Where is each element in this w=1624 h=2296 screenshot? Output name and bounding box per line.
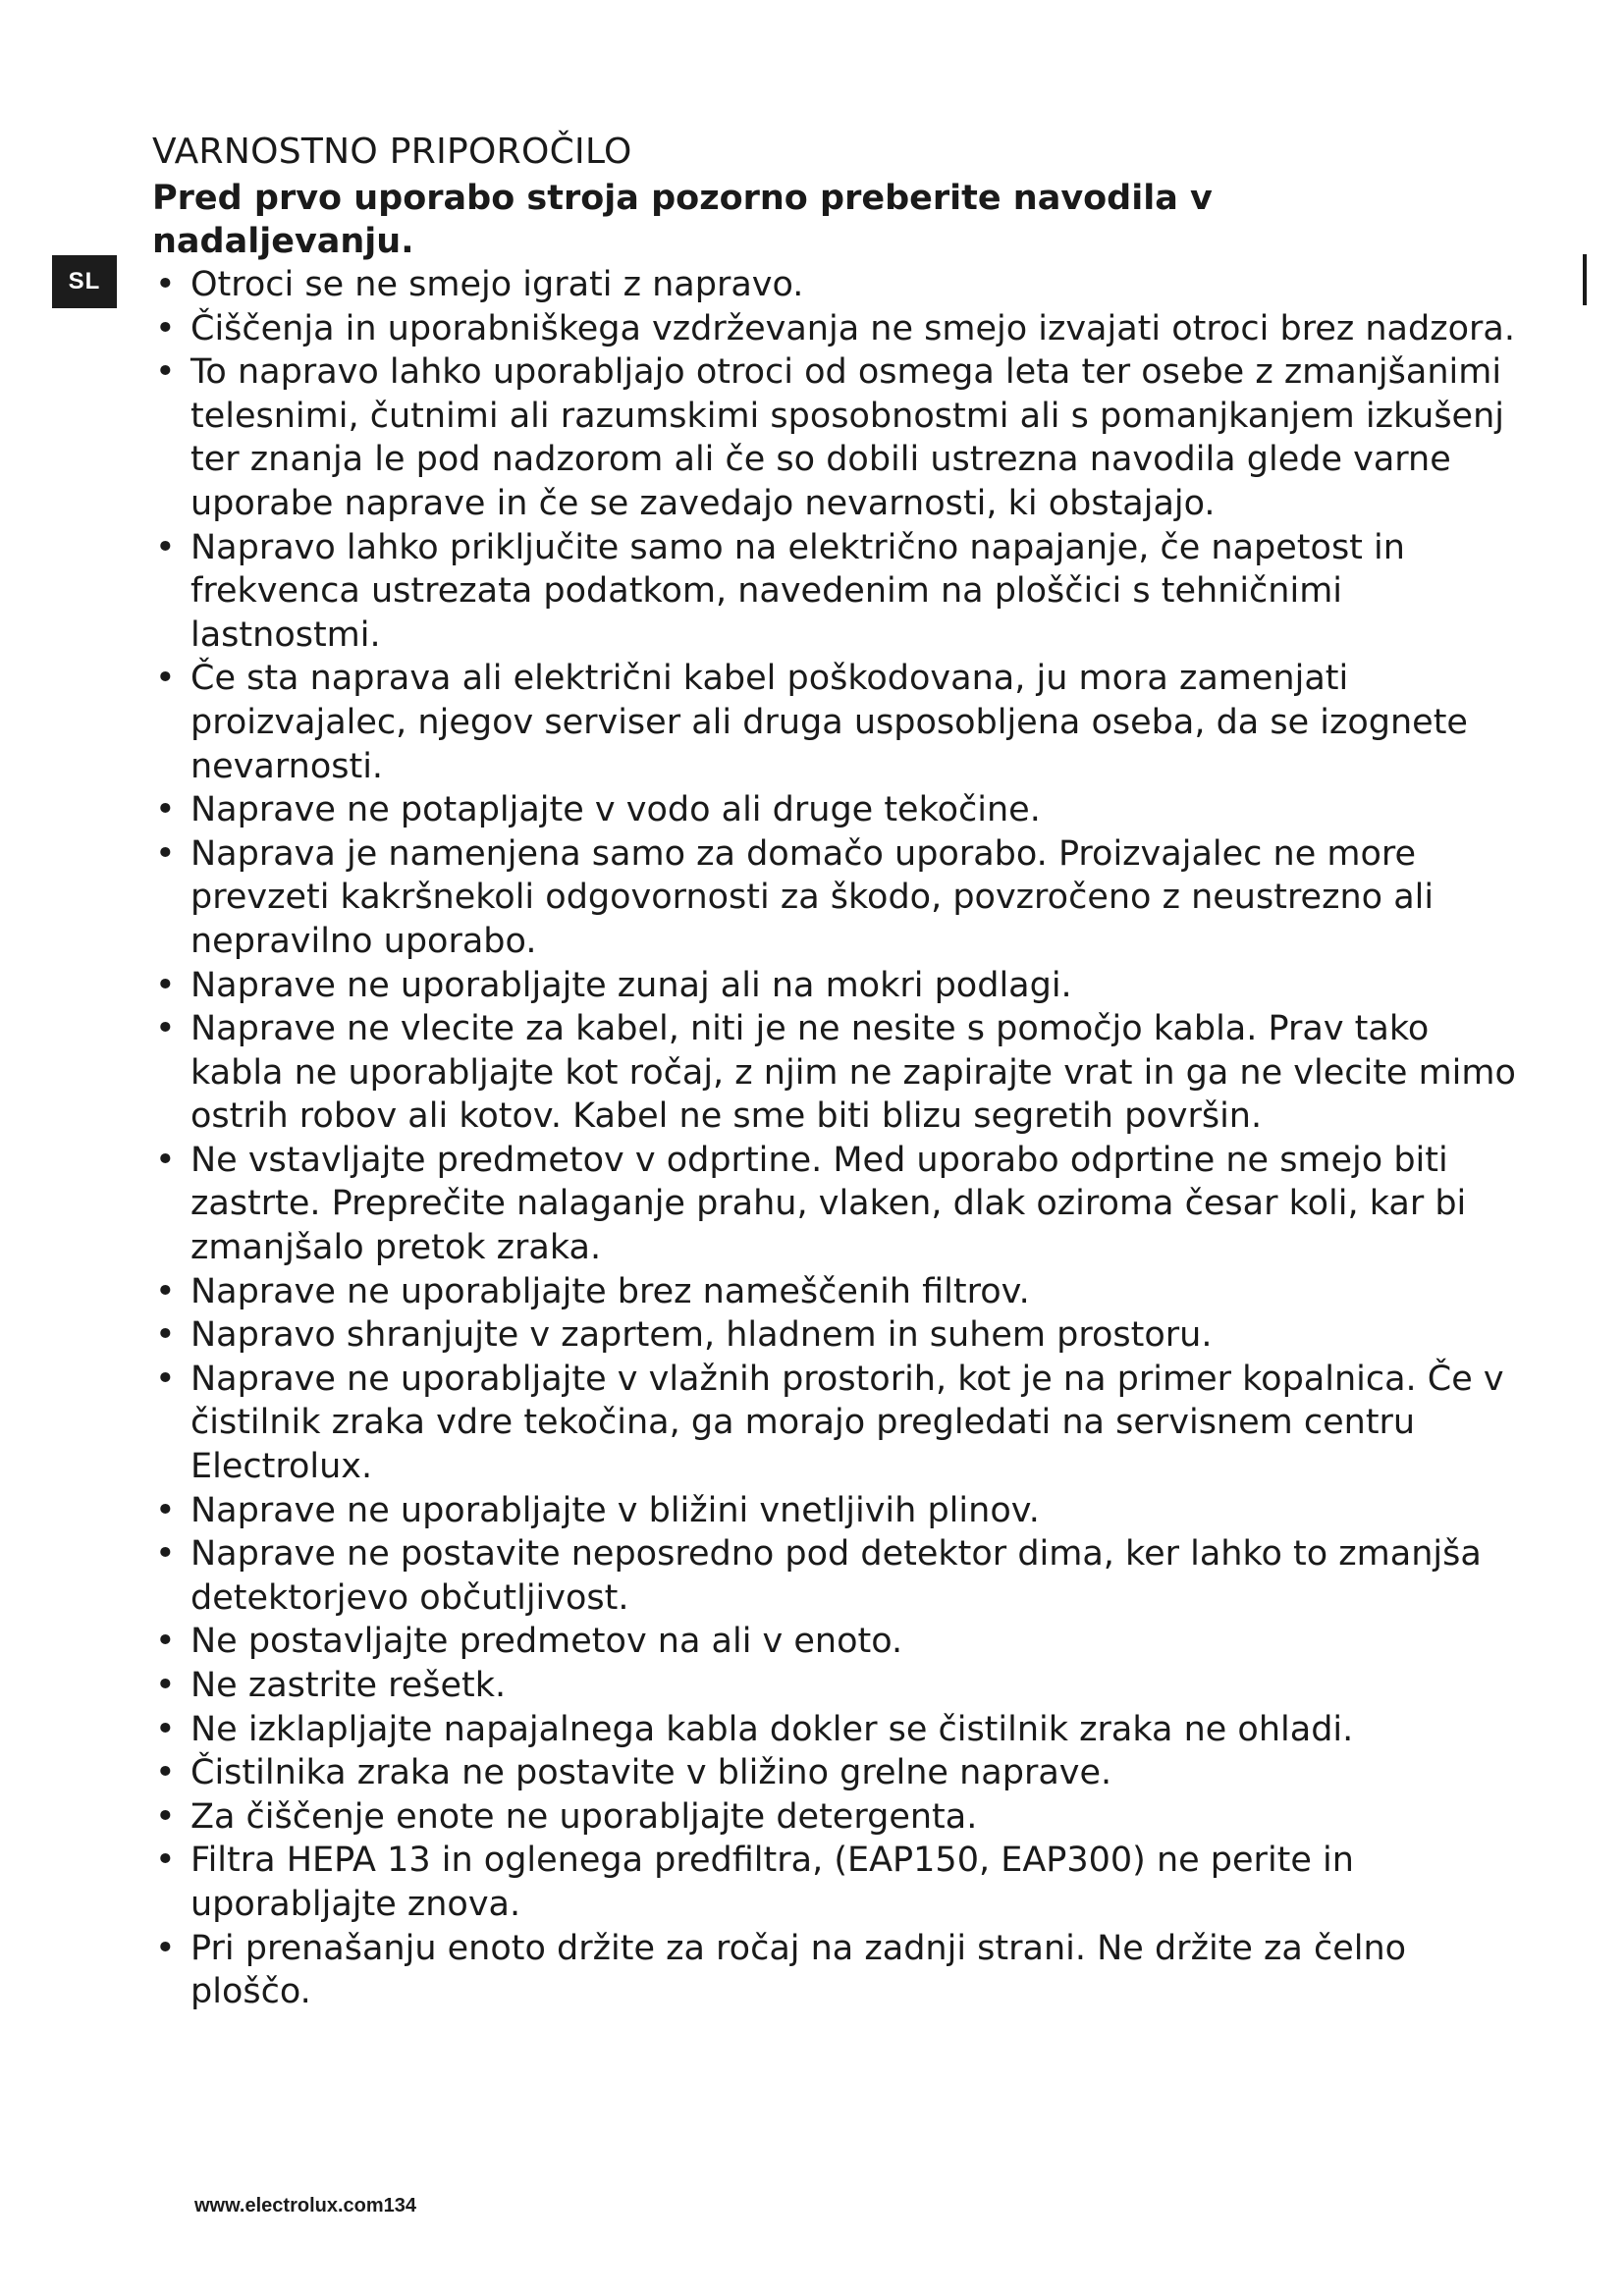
bullet-icon: • xyxy=(155,265,176,304)
bullet-icon: • xyxy=(155,308,176,348)
bullet-icon: • xyxy=(155,527,176,567)
list-item-text: Otroci se ne smejo igrati z napravo. xyxy=(190,265,804,304)
list-item xyxy=(152,1270,1517,1314)
list-item-text: Naprave ne uporabljajte v vlažnih prostorih, kot je na primer kopalnica. Če v čistilnik zraka vdre tekočina, ga morajo pregledati na servisnem centru Electrolux. xyxy=(190,1359,1504,1487)
list-item xyxy=(152,788,1517,832)
list-item-text: Če sta naprava ali električni kabel poškodovana, ju mora zamenjati proizvajalec, njegov serviser ali druga usposobljena oseba, da se izognete nevarnosti. xyxy=(190,659,1468,786)
list-item-text: Napravo lahko priključite samo na električno napajanje, če napetost in frekvenca ustrezata podatkom, navedenim na ploščici s tehničnimi lastnostmi. xyxy=(190,527,1405,655)
list-item xyxy=(152,263,1517,307)
list-item xyxy=(152,307,1517,351)
list-item xyxy=(152,1313,1517,1358)
margin-marker xyxy=(1583,254,1587,305)
list-item-text: Naprave ne potapljajte v vodo ali druge tekočine. xyxy=(190,790,1041,830)
list-item xyxy=(152,1007,1517,1139)
list-item xyxy=(152,1751,1517,1795)
list-item xyxy=(152,1795,1517,1840)
section-intro: Pred prvo uporabo stroja pozorno preberite navodila v nadaljevanju. xyxy=(152,179,1213,261)
section-heading: VARNOSTNO PRIPOROČILO xyxy=(152,132,632,172)
bullet-icon: • xyxy=(155,1315,176,1356)
bullet-icon: • xyxy=(155,659,176,699)
bullet-icon: • xyxy=(155,1622,176,1662)
bullet-icon: • xyxy=(155,1534,176,1575)
bullet-icon: • xyxy=(155,1928,176,1968)
bullet-icon: • xyxy=(155,1140,176,1180)
bullet-icon: • xyxy=(155,1753,176,1793)
list-item xyxy=(152,526,1517,658)
bullet-icon: • xyxy=(155,790,176,830)
list-item xyxy=(152,1532,1517,1620)
list-item-text: Naprave ne vlecite za kabel, niti je ne nesite s pomočjo kabla. Prav tako kabla ne uporabljajte kot ročaj, z njim ne zapirajte vrat in ga ne vlecite mimo ostrih robov ali kotov. Kabel ne sme biti blizu segretih površin. xyxy=(190,1009,1516,1137)
list-item xyxy=(152,1708,1517,1752)
bullet-icon: • xyxy=(155,965,176,1005)
list-item xyxy=(152,1664,1517,1708)
bullet-icon: • xyxy=(155,352,176,393)
list-item-text: Ne izklapljajte napajalnega kabla dokler se čistilnik zraka ne ohladi. xyxy=(190,1709,1354,1749)
list-item-text: Filtra HEPA 13 in oglenega predfiltra, (EAP150, EAP300) ne perite in uporabljajte znova. xyxy=(190,1841,1354,1924)
list-item xyxy=(152,1358,1517,1489)
list-item xyxy=(152,1139,1517,1270)
list-item-text: Čistilnika zraka ne postavite v bližino grelne naprave. xyxy=(190,1753,1112,1793)
list-item xyxy=(152,657,1517,788)
list-item-text: Ne zastrite rešetk. xyxy=(190,1666,507,1705)
list-item xyxy=(152,832,1517,964)
safety-section xyxy=(152,128,1517,2014)
bullet-icon: • xyxy=(155,1666,176,1705)
bullet-icon: • xyxy=(155,1841,176,1881)
list-item-text: Naprave ne uporabljajte zunaj ali na mokri podlagi. xyxy=(190,965,1072,1005)
list-item xyxy=(152,1489,1517,1533)
bullet-icon: • xyxy=(155,1359,176,1399)
list-item-text: To napravo lahko uporabljajo otroci od osmega leta ter osebe z zmanjšanimi telesnimi, čutnimi ali razumskimi sposobnostmi ali s pomanjkanjem izkušenj ter znanja le pod nadzorom ali če so dobili ustrezna navodila glede varne uporabe naprave in če se zavedajo nevarnosti, ki obstajajo. xyxy=(190,352,1504,523)
bullet-icon: • xyxy=(155,1009,176,1049)
list-item xyxy=(152,1927,1517,2014)
list-item-text: Naprava je namenjena samo za domačo uporabo. Proizvajalec ne more prevzeti kakršnekoli odgovornosti za škodo, povzročeno z neustrezno ali nepravilno uporabo. xyxy=(190,833,1435,961)
list-item-text: Napravo shranjujte v zaprtem, hladnem in suhem prostoru. xyxy=(190,1315,1213,1356)
bullet-icon: • xyxy=(155,1490,176,1530)
list-item xyxy=(152,1620,1517,1664)
list-item-text: Naprave ne postavite neposredno pod detektor dima, ker lahko to zmanjša detektorjevo občutljivost. xyxy=(190,1534,1482,1618)
bullet-icon: • xyxy=(155,1709,176,1749)
list-item-text: Ne postavljajte predmetov na ali v enoto. xyxy=(190,1622,903,1662)
list-item-text: Naprave ne uporabljajte brez nameščenih filtrov. xyxy=(190,1271,1030,1311)
list-item-text: Čiščenja in uporabniškega vzdrževanja ne smejo izvajati otroci brez nadzora. xyxy=(190,308,1515,348)
language-tab: SL xyxy=(52,255,117,308)
bullet-icon: • xyxy=(155,833,176,874)
list-item-text: Za čiščenje enote ne uporabljajte detergenta. xyxy=(190,1796,978,1837)
list-item xyxy=(152,1839,1517,1926)
list-item-text: Pri prenašanju enoto držite za ročaj na zadnji strani. Ne držite za čelno ploščo. xyxy=(190,1928,1407,2012)
footer-url-page: www.electrolux.com134 xyxy=(194,2195,417,2216)
list-item-text: Naprave ne uporabljajte v bližini vnetljivih plinov. xyxy=(190,1490,1040,1530)
list-item xyxy=(152,350,1517,525)
list-item-text: Ne vstavljajte predmetov v odprtine. Med uporabo odprtine ne smejo biti zastrte. Preprečite nalaganje prahu, vlaken, dlak oziroma česar koli, kar bi zmanjšalo pretok zraka. xyxy=(190,1140,1467,1268)
bullet-icon: • xyxy=(155,1796,176,1837)
safety-rules-list xyxy=(152,263,1517,2014)
list-item xyxy=(152,964,1517,1008)
bullet-icon: • xyxy=(155,1271,176,1311)
